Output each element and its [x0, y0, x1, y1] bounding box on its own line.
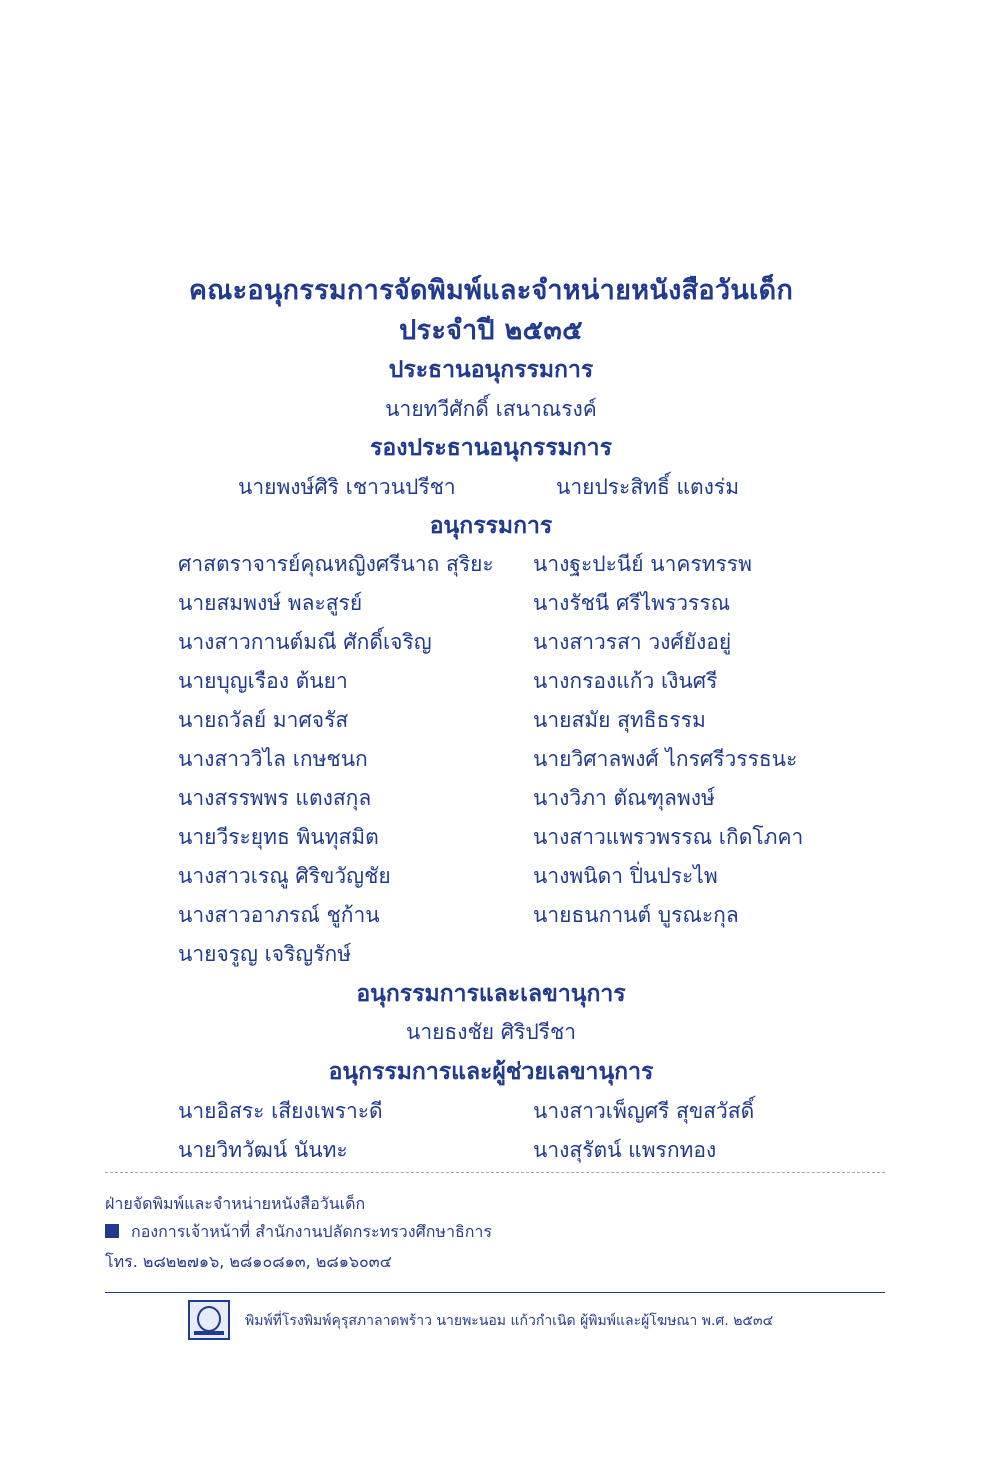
member-name: นายจรูญ เจริญรักษ์ — [178, 942, 352, 966]
members-heading: อนุกรรมการ — [429, 513, 553, 539]
assistant-secretary-name: นายวิทวัฒน์ นันทะ — [178, 1138, 348, 1162]
title-line-1: คณะอนุกรรมการจัดพิมพ์และจำหน่ายหนังสือวันเด็ก — [188, 275, 794, 306]
assistant-secretary-name: นางสาวเพ็ญศรี สุขสวัสดิ์ — [533, 1099, 755, 1123]
divider-dashed — [105, 1172, 885, 1173]
secretary-name: นายธงชัย ศิริปรีชา — [405, 1020, 577, 1044]
footer-office-row — [105, 1220, 492, 1245]
assistant-secretary-name: นายอิสระ เสียงเพราะดี — [178, 1099, 383, 1123]
chair-name: นายทวีศักดิ์ เสนาณรงค์ — [385, 397, 597, 421]
member-name: นางพนิดา ปิ่นประไพ — [533, 864, 718, 888]
member-name: นายธนกานต์ บูรณะกุล — [533, 903, 739, 927]
assistant-secretary-heading: อนุกรรมการและผู้ช่วยเลขานุการ — [328, 1059, 654, 1085]
title-line-2: ประจำปี ๒๕๓๕ — [399, 315, 583, 346]
member-name: นางรัชนี ศรีไพรวรรณ — [533, 591, 731, 615]
member-name: นายสมพงษ์ พละสูรย์ — [178, 591, 363, 615]
printer-logo-icon — [188, 1300, 230, 1340]
member-name: นางวิภา ตัณฑุลพงษ์ — [533, 786, 715, 810]
divider-solid — [105, 1292, 885, 1293]
member-name: นางสาวกานต์มณี ศักดิ์เจริญ — [178, 630, 432, 654]
member-name: นายบุญเรือง ต้นยา — [178, 669, 348, 693]
printer-note: พิมพ์ที่โรงพิมพ์คุรุสภาลาดพร้าว นายพะนอม แก้วกำเนิด ผู้พิมพ์และผู้โฆษณา พ.ศ. ๒๕๓๔ — [245, 1313, 774, 1329]
member-name: นายสมัย สุทธิธรรม — [533, 708, 706, 732]
member-name: นางสาวเรณู ศิริขวัญชัย — [178, 864, 391, 888]
chair-heading: ประธานอนุกรรมการ — [388, 357, 594, 383]
assistant-secretary-name: นางสุรัตน์ แพรกทอง — [533, 1138, 717, 1162]
footer-phone: โทร. ๒๘๒๒๗๑๖, ๒๘๑๐๘๑๓, ๒๘๑๖๐๓๔ — [105, 1252, 392, 1271]
footer-office: กองการเจ้าหน้าที่ สำนักงานปลัดกระทรวงศึกษาธิการ — [131, 1222, 492, 1241]
member-name: นางสรรพพร แตงสกุล — [178, 786, 372, 810]
member-name: นางสาวแพรวพรรณ เกิดโภคา — [533, 825, 804, 849]
member-name: นายถวัลย์ มาศจรัส — [178, 708, 349, 732]
member-name: นางสาววิไล เกษชนก — [178, 747, 368, 771]
member-name: ศาสตราจารย์คุณหญิงศรีนาถ สุริยะ — [178, 552, 494, 576]
member-name: นางกรองแก้ว เงินศรี — [533, 669, 718, 693]
member-name: นางสาวรสา วงศ์ยังอยู่ — [533, 630, 732, 654]
member-name: นางฐะปะนีย์ นาครทรรพ — [533, 552, 752, 576]
secretary-heading: อนุกรรมการและเลขานุการ — [356, 981, 626, 1007]
footer-department: ฝ่ายจัดพิมพ์และจำหน่ายหนังสือวันเด็ก — [105, 1194, 366, 1213]
vice-chair-name: นายประสิทธิ์ แตงร่ม — [556, 475, 740, 499]
member-name: นายวิศาลพงศ์ ไกรศรีวรรธนะ — [533, 747, 798, 771]
vice-chair-heading: รองประธานอนุกรรมการ — [370, 435, 612, 461]
member-name: นายวีระยุทธ พินทุสมิต — [178, 825, 379, 849]
square-bullet-icon — [105, 1224, 119, 1238]
member-name: นางสาวอาภรณ์ ชูก้าน — [178, 903, 380, 927]
vice-chair-name: นายพงษ์ศิริ เชาวนปรีชา — [238, 475, 456, 499]
